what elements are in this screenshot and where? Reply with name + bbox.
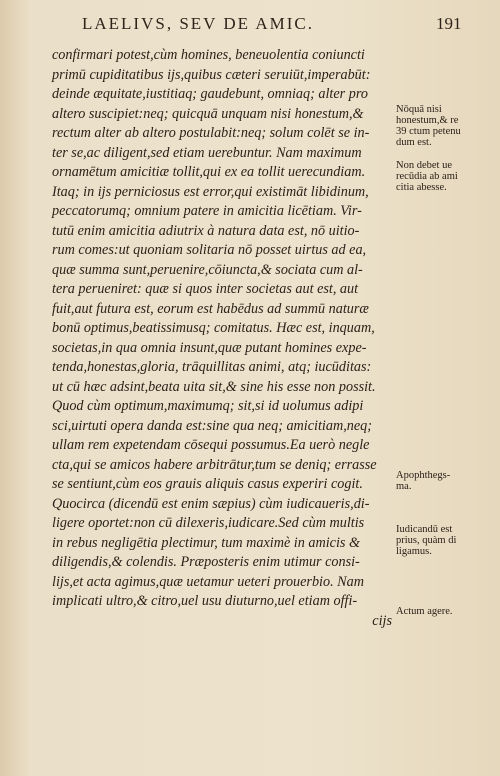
- text-line: ligere oportet:non cū dilexeris,iudicare.Sed cùm multis: [52, 515, 365, 531]
- text-line: tera perueniret: quæ si quos inter societas aut est, aut: [52, 281, 359, 297]
- text-line: Quod cùm optimum,maximumq; sit,si id uolumus adipi: [52, 398, 364, 414]
- text-line: ut cū hæc adsint,beata uita sit,& sine his esse non possit.: [52, 378, 376, 395]
- text-line: sci,uirtuti opera danda est:sine qua neq; amicitiam,neq;: [52, 417, 372, 434]
- margin-note: Apophthegs- ma.: [396, 470, 451, 492]
- running-title: LAELIVS, SEV DE AMIC.: [82, 14, 314, 33]
- text-line: ter se,ac diligent,sed etiam uerebuntur. Nam maximum: [52, 144, 362, 161]
- text-line: peccatorumq; omnium patere in amicitia licētiam. Vir-: [52, 203, 362, 219]
- text-line: rectum alter ab altero postulabit:neq; solum colēt se in-: [52, 125, 370, 141]
- text-line: lijs,et acta agimus,quæ uetamur ueteri prouerbio. Nam: [52, 573, 364, 590]
- text-line: bonū optimus,beatissimusq; comitatus. Hæc est, inquam,: [52, 320, 375, 336]
- text-line: se sentiunt,cùm eos grauis aliquis casus experiri cogit.: [52, 476, 363, 492]
- text-line: implicati ultro,& citro,uel usu diuturno,uel etiam offi-: [52, 593, 358, 609]
- text-line: tenda,honestas,gloria, trāquillitas animi, atq; iucūditas:: [52, 359, 372, 375]
- text-line: Quocirca (dicendū est enim sæpius) cùm iudicaueris,di-: [52, 495, 370, 512]
- text-line: rum comes:ut quoniam solitaria nō posset uirtus ad ea,: [52, 242, 367, 258]
- body-text: [52, 46, 392, 631]
- text-line: in rebus negligētia plectimur, tum maximè in amicis &: [52, 534, 361, 551]
- margin-note: Actum agere.: [396, 606, 453, 617]
- text-line: quæ summa sunt,peruenire,cōiuncta,& sociata cum al-: [52, 261, 363, 278]
- text-line: ornamētum amicitiæ tollit,qui ex ea tollit uerecundiam.: [52, 164, 366, 180]
- text-line: diligendis,& colendis. Præposteris enim utimur consi-: [52, 554, 360, 570]
- margin-note: Iudicandū est prius, quàm di ligamus.: [396, 524, 457, 557]
- text-line: tutū enim amicitia adiutrix à natura data est, nō uitio-: [52, 222, 360, 239]
- text-line: cta,qui se amicos habere arbitrātur,tum se deniq; errasse: [52, 456, 377, 473]
- margin-note: Nōquā nisi honestum,& re 39 ctum petenu dum est.: [396, 104, 461, 148]
- page-number: 191: [436, 14, 462, 33]
- text-line: ullam rem expetendam cōsequi possumus.Ea uerò negle: [52, 437, 370, 453]
- text-line: societas,in qua omnia insunt,quæ putant homines expe-: [52, 339, 367, 356]
- text-line: confirmari potest,cùm homines, beneuolentia coniuncti: [52, 47, 365, 63]
- text-line: cijs: [372, 612, 392, 629]
- text-line: altero suscipiet:neq; quicquā unquam nisi honestum,&: [52, 105, 364, 122]
- text-line: fuit,aut futura est, eorum est habēdus ad summū naturæ: [52, 300, 369, 317]
- text-line: deinde æquitate,iustitiaq; gaudebunt, omniaq; alter pro: [52, 86, 368, 102]
- text-line: Itaq; in ijs perniciosus est error,qui existimāt libidinum,: [52, 183, 369, 200]
- margin-note: Non debet ue recūdia ab ami citia abesse.: [396, 160, 458, 193]
- text-line: primū cupiditatibus ijs,quibus cæteri seruiūt,imperabūt:: [52, 66, 371, 83]
